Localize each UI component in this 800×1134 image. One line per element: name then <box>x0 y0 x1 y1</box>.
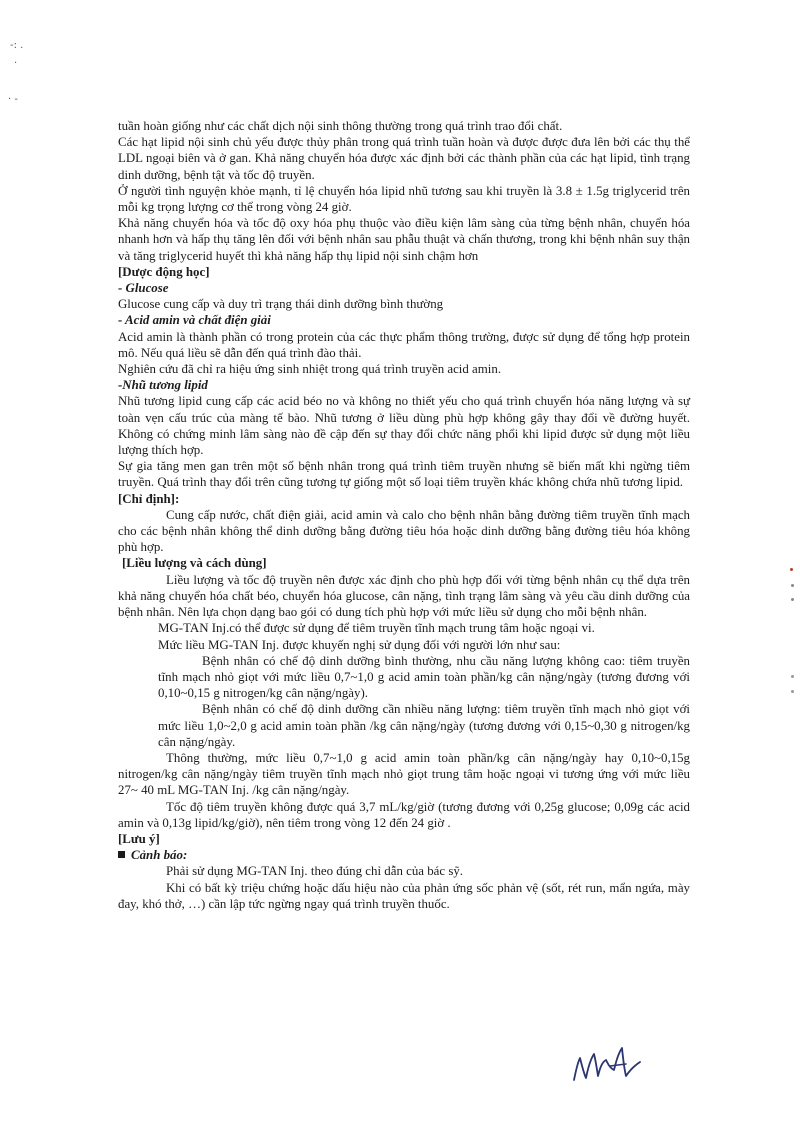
document-page <box>118 118 690 912</box>
scan-mark-low: · - <box>8 94 18 105</box>
scan-mark-mid: · <box>14 58 18 69</box>
subheading-lipid-emulsion: -Nhũ tương lipid <box>118 378 208 393</box>
paragraph-glucose: Glucose cung cấp và duy trì trạng thái dinh dưỡng bình thường <box>118 297 444 312</box>
paragraph-liver-enzymes: Sự gia tăng men gan trên một số bệnh nhân trong quá trình tiêm truyền nhưng sẽ biến mất khi ngừng tiêm truyền. Quá trình thay đổi trên cũng tương tự giống một số loại tiêm truyền khác không chứa nhũ tương lipid. <box>118 459 690 490</box>
paragraph-amino-acids: Acid amin là thành phần có trong protein của các thực phẩm thông trường, được sử dụng để tổng hợp protein mô. Nếu quá liều sẽ dẫn đến quá trình đào thải. <box>118 329 690 360</box>
paragraph-normal-nutrition: Bệnh nhân có chế độ dinh dưỡng bình thường, nhu cầu năng lượng không cao: tiêm truyền tĩnh mạch nhỏ giọt với mức liều 0,7~1,0 g acid amin toàn phần/kg cân nặng/ngày (tương đương với 0,10~0,15 g nitrogen/kg cân nặng/ngày). <box>158 653 690 701</box>
paragraph-indications: Cung cấp nước, chất điện giải, acid amin và calo cho bệnh nhân bằng đường tiêm truyền tĩnh mạch cho các bệnh nhân không thể dinh dưỡng bằng đường tiêu hóa hoặc dinh dưỡng bằng đường tiêu hóa không phù hợp. <box>118 507 690 555</box>
warning-label: Cảnh báo: <box>131 848 188 863</box>
paragraph-warning-anaphylaxis: Khi có bất kỳ triệu chứng hoặc dấu hiệu nào của phản ứng sốc phản vệ (sốt, rét run, mẩn ngứa, mày đay, khó thở, …) cần lập tức ngừng ngay quá trình truyền thuốc. <box>118 880 690 911</box>
paragraph-intro-line: tuần hoàn giống như các chất dịch nội sinh thông thường trong quá trình trao đổi chất. <box>118 119 563 133</box>
paragraph-healthy-volunteers: Ở người tình nguyện khỏe mạnh, tỉ lệ chuyển hóa lipid nhũ tương sau khi truyền là 3.8 ± 1.5g triglycerid trên mỗi kg trọng lượng cơ thể trong vòng 24 giờ. <box>118 183 690 215</box>
edge-mark-3 <box>791 675 794 678</box>
paragraph-routes: MG-TAN Inj.có thể được sử dụng để tiêm truyền tĩnh mạch trung tâm hoặc ngoại vi. <box>158 621 595 636</box>
paragraph-metabolic-capacity: Khả năng chuyển hóa và tốc độ oxy hóa phụ thuộc vào điều kiện lâm sàng của từng bệnh nhân, chuyển hóa nhanh hơn và hấp thụ tăng lên đối với bệnh nhân sau phẫu thuật và chấn thương, trong khi bệnh nhân suy thận và tăng triglycerid huyết thì khả năng hấp thụ lipid nội sinh chậm hơn <box>118 216 690 263</box>
paragraph-thermogenic: Nghiên cứu đã chỉ ra hiệu ứng sinh nhiệt trong quá trình truyền acid amin. <box>118 362 502 377</box>
paragraph-infusion-rate: Tốc độ tiêm truyền không được quá 3,7 mL/kg/giờ (tương đương với 0,25g glucose; 0,09g các acid amin và 0,13g lipid/kg/giờ), nên tiêm trong vòng 12 đến 24 giờ . <box>118 799 690 830</box>
edge-mark-red <box>790 568 793 571</box>
paragraph-adult-dose: Mức liều MG-TAN Inj. được khuyến nghị sử dụng đối với người lớn như sau: <box>158 637 561 652</box>
subheading-warning <box>118 847 690 863</box>
paragraph-high-energy: Bệnh nhân có chế độ dinh dưỡng cần nhiều năng lượng: tiêm truyền tĩnh mạch nhỏ giọt với mức liều 1,0~2,0 g acid amin toàn phần /kg cân nặng/ngày (tương đương với 0,15~0,30 g nitrogen/kg cân nặng/ngày. <box>158 702 690 749</box>
handwritten-signature <box>570 1040 650 1090</box>
paragraph-warning-doctor: Phải sử dụng MG-TAN Inj. theo đúng chỉ dẫn của bác sỹ. <box>166 864 464 879</box>
paragraph-lipid-hydrolysis: Các hạt lipid nội sinh chủ yếu được thủy phân trong quá trình tuần hoàn và được được đưa lên bởi các thụ thể LDL ngoại biên và ở gan. Khả năng chuyển hóa được xác định bởi các thành phần của các hạt lipid, tình trạng dinh dưỡng, bệnh tật và tốc độ truyền. <box>118 135 690 182</box>
paragraph-usual-dose: Thông thường, mức liều 0,7~1,0 g acid amin toàn phần/kg cân nặng/ngày hay 0,10~0,15g nitrogen/kg cân nặng/ngày tiêm truyền tĩnh mạch nhỏ giọt trung tâm hoặc ngoại vi tương ứng với mức liều 27~ 40 mL MG-TAN Inj. /kg cân nặng/ngày. <box>118 750 690 798</box>
subheading-amino-acids: - Acid amin và chất điện giải <box>118 313 271 328</box>
heading-indications: [Chỉ định]: <box>118 491 180 506</box>
heading-notes: [Lưu ý] <box>118 831 160 846</box>
edge-mark-1 <box>791 584 794 587</box>
scan-mark-top: -: . <box>10 40 24 51</box>
heading-dosage: [Liều lượng và cách dùng] <box>122 556 267 571</box>
paragraph-dosage-rate: Liều lượng và tốc độ truyền nên được xác định cho phù hợp đối với từng bệnh nhân cụ thể dựa trên khả năng chuyển hóa chất béo, chuyển hóa glucose, cân nặng, tình trạng lâm sàng và yêu cầu dinh dưỡng của bệnh nhân. Nên lựa chọn dạng bao gói có dung tích phù hợp với mức liều sử dụng cho mỗi bệnh nhân. <box>118 572 690 620</box>
edge-mark-2 <box>791 598 794 601</box>
square-bullet-icon <box>118 851 125 858</box>
paragraph-lipid-emulsion: Nhũ tương lipid cung cấp các acid béo no và không no thiết yếu cho quá trình chuyển hóa năng lượng và sự toàn vẹn cấu trúc của màng tế bào. Nhũ tương ở liều dùng phù hợp không gây thay đổi về đường huyết. Không có chứng minh lâm sàng nào đề cập đến sự thay đổi chức năng phổi khi lipid được sử dụng một liều lượng thích hợp. <box>118 394 690 458</box>
heading-pharmacokinetics: [Dược động học] <box>118 264 210 279</box>
edge-mark-4 <box>791 690 794 693</box>
subheading-glucose: - Glucose <box>118 281 169 296</box>
